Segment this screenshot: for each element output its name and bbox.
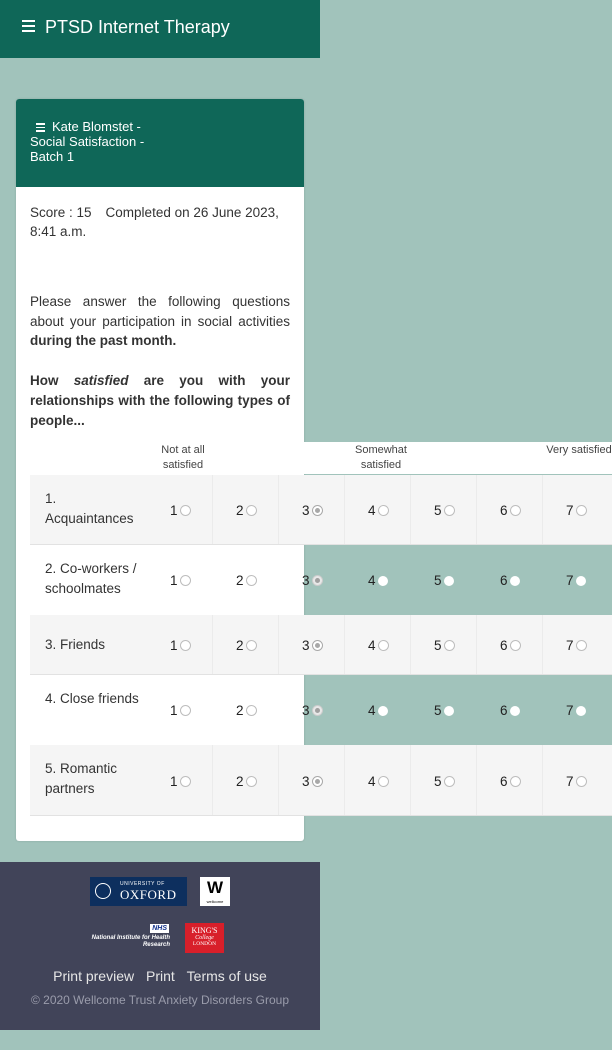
footer: [0, 862, 320, 1030]
instructions: [30, 292, 290, 351]
question-post: are you with your relationships with the following types of people...: [30, 373, 291, 428]
rating-number: 7: [566, 774, 574, 789]
radio-icon[interactable]: [444, 776, 455, 787]
instructions-text: Please answer the following questions about your participation in social activities: [30, 294, 290, 329]
nihr-text: National Institute for Health Research: [91, 935, 170, 948]
radio-icon[interactable]: [444, 706, 454, 716]
oxford-crest-icon: [95, 883, 111, 899]
item-label: 3. Friends: [45, 637, 106, 652]
rating-number: 5: [434, 573, 442, 588]
top-bar: [0, 0, 320, 58]
radio-icon[interactable]: [378, 505, 389, 516]
rating-number: 4: [368, 638, 376, 653]
scale-high-label: Very satisfied: [546, 444, 612, 456]
kings-college-logo[interactable]: [185, 923, 224, 953]
card-header: [16, 99, 304, 187]
rating-number: 7: [566, 573, 574, 588]
kings-logo-line-3: LONDON: [192, 941, 217, 947]
radio-icon[interactable]: [510, 640, 521, 651]
table-row: [30, 675, 612, 745]
radio-checked-icon[interactable]: [312, 776, 323, 787]
rating-number: 1: [170, 703, 178, 718]
rating-number: 7: [566, 703, 574, 718]
copyright: © 2020 Wellcome Trust Anxiety Disorders Group: [30, 993, 290, 1007]
rating-number: 3: [302, 573, 310, 588]
rating-number: 4: [368, 503, 376, 518]
rating-number: 4: [368, 573, 376, 588]
radio-icon[interactable]: [510, 576, 520, 586]
app-title[interactable]: PTSD Internet Therapy: [45, 17, 230, 37]
radio-icon[interactable]: [246, 575, 257, 586]
radio-checked-icon[interactable]: [312, 705, 323, 716]
rating-number: 2: [236, 638, 244, 653]
rating-number: 7: [566, 503, 574, 518]
question-prompt: [30, 371, 290, 431]
rating-number: 5: [434, 503, 442, 518]
rating-number: 2: [236, 573, 244, 588]
question-pre: How: [30, 373, 74, 388]
rating-number: 3: [302, 638, 310, 653]
rating-number: 6: [500, 638, 508, 653]
rating-number: 3: [302, 774, 310, 789]
radio-icon[interactable]: [444, 576, 454, 586]
rating-number: 3: [302, 703, 310, 718]
rating-number: 1: [170, 503, 178, 518]
nihr-logo[interactable]: [91, 924, 170, 951]
radio-checked-icon[interactable]: [312, 575, 323, 586]
radio-icon[interactable]: [246, 505, 257, 516]
rating-number: 7: [566, 638, 574, 653]
item-label: 2. Co-workers / schoolmates: [45, 561, 137, 596]
radio-checked-icon[interactable]: [312, 640, 323, 651]
footer-links: [0, 968, 320, 984]
card-title: Kate Blomstet - Social Satisfaction - Batch 1: [30, 119, 145, 164]
radio-icon[interactable]: [510, 706, 520, 716]
oxford-logo-big: OXFORD: [120, 887, 177, 902]
radio-icon[interactable]: [378, 576, 388, 586]
radio-icon[interactable]: [510, 505, 521, 516]
oxford-logo-small: UNIVERSITY OF: [120, 881, 165, 887]
rating-number: 5: [434, 703, 442, 718]
rating-number: 2: [236, 774, 244, 789]
kings-logo-line-1: KING'S: [191, 926, 218, 935]
radio-icon[interactable]: [510, 776, 521, 787]
menu-icon[interactable]: [22, 20, 35, 32]
rating-number: 4: [368, 774, 376, 789]
radio-icon[interactable]: [246, 705, 257, 716]
rating-number: 3: [302, 503, 310, 518]
radio-icon[interactable]: [180, 640, 191, 651]
instructions-bold: during the past month.: [30, 333, 177, 348]
rating-number: 6: [500, 503, 508, 518]
nhs-badge: NHS: [152, 925, 167, 932]
radio-icon[interactable]: [378, 706, 388, 716]
rating-number: 6: [500, 703, 508, 718]
scale-mid-label: Somewhat satisfied: [355, 444, 407, 471]
table-row: [30, 475, 612, 545]
rating-number: 4: [368, 703, 376, 718]
radio-icon[interactable]: [246, 776, 257, 787]
wellcome-logo[interactable]: [200, 877, 230, 906]
item-label: 1. Acquaintances: [45, 491, 134, 526]
score-value: Score : 15: [30, 205, 92, 220]
scale-low-label: Not at all satisfied: [161, 444, 205, 471]
radio-icon[interactable]: [180, 575, 191, 586]
radio-icon[interactable]: [378, 640, 389, 651]
print-link[interactable]: Print: [145, 968, 175, 984]
radio-icon[interactable]: [576, 776, 587, 787]
item-label: 4. Close friends: [45, 691, 139, 706]
radio-icon[interactable]: [444, 640, 455, 651]
rating-number: 6: [500, 573, 508, 588]
terms-of-use-link[interactable]: Terms of use: [186, 968, 267, 984]
table-row: [30, 745, 612, 816]
rating-number: 5: [434, 774, 442, 789]
radio-icon[interactable]: [444, 505, 455, 516]
print-preview-link[interactable]: Print preview: [53, 968, 135, 984]
rating-number: 5: [434, 638, 442, 653]
question-emphasis: satisfied: [73, 373, 129, 388]
radio-icon[interactable]: [576, 640, 587, 651]
score-line: [30, 203, 290, 241]
wellcome-logo-letter: W: [206, 878, 224, 897]
radio-icon[interactable]: [180, 776, 191, 787]
completed-date: Completed on 26 June 2023, 8:41 a.m.: [30, 205, 279, 239]
radio-icon[interactable]: [576, 576, 586, 586]
oxford-logo[interactable]: [90, 877, 187, 906]
radio-icon[interactable]: [180, 505, 191, 516]
radio-icon[interactable]: [378, 776, 389, 787]
rating-number: 1: [170, 638, 178, 653]
kings-logo-line-2: College: [195, 935, 214, 941]
radio-icon[interactable]: [576, 706, 586, 716]
rating-number: 2: [236, 703, 244, 718]
radio-checked-icon[interactable]: [312, 505, 323, 516]
rating-number: 2: [236, 503, 244, 518]
radio-icon[interactable]: [576, 505, 587, 516]
rating-number: 1: [170, 774, 178, 789]
wellcome-logo-name: wellcome: [206, 899, 224, 904]
table-row: [30, 545, 612, 615]
radio-icon[interactable]: [246, 640, 257, 651]
radio-icon[interactable]: [180, 705, 191, 716]
table-row: [30, 615, 612, 675]
rating-number: 1: [170, 573, 178, 588]
rating-number: 6: [500, 774, 508, 789]
item-label: 5. Romantic partners: [45, 761, 118, 796]
